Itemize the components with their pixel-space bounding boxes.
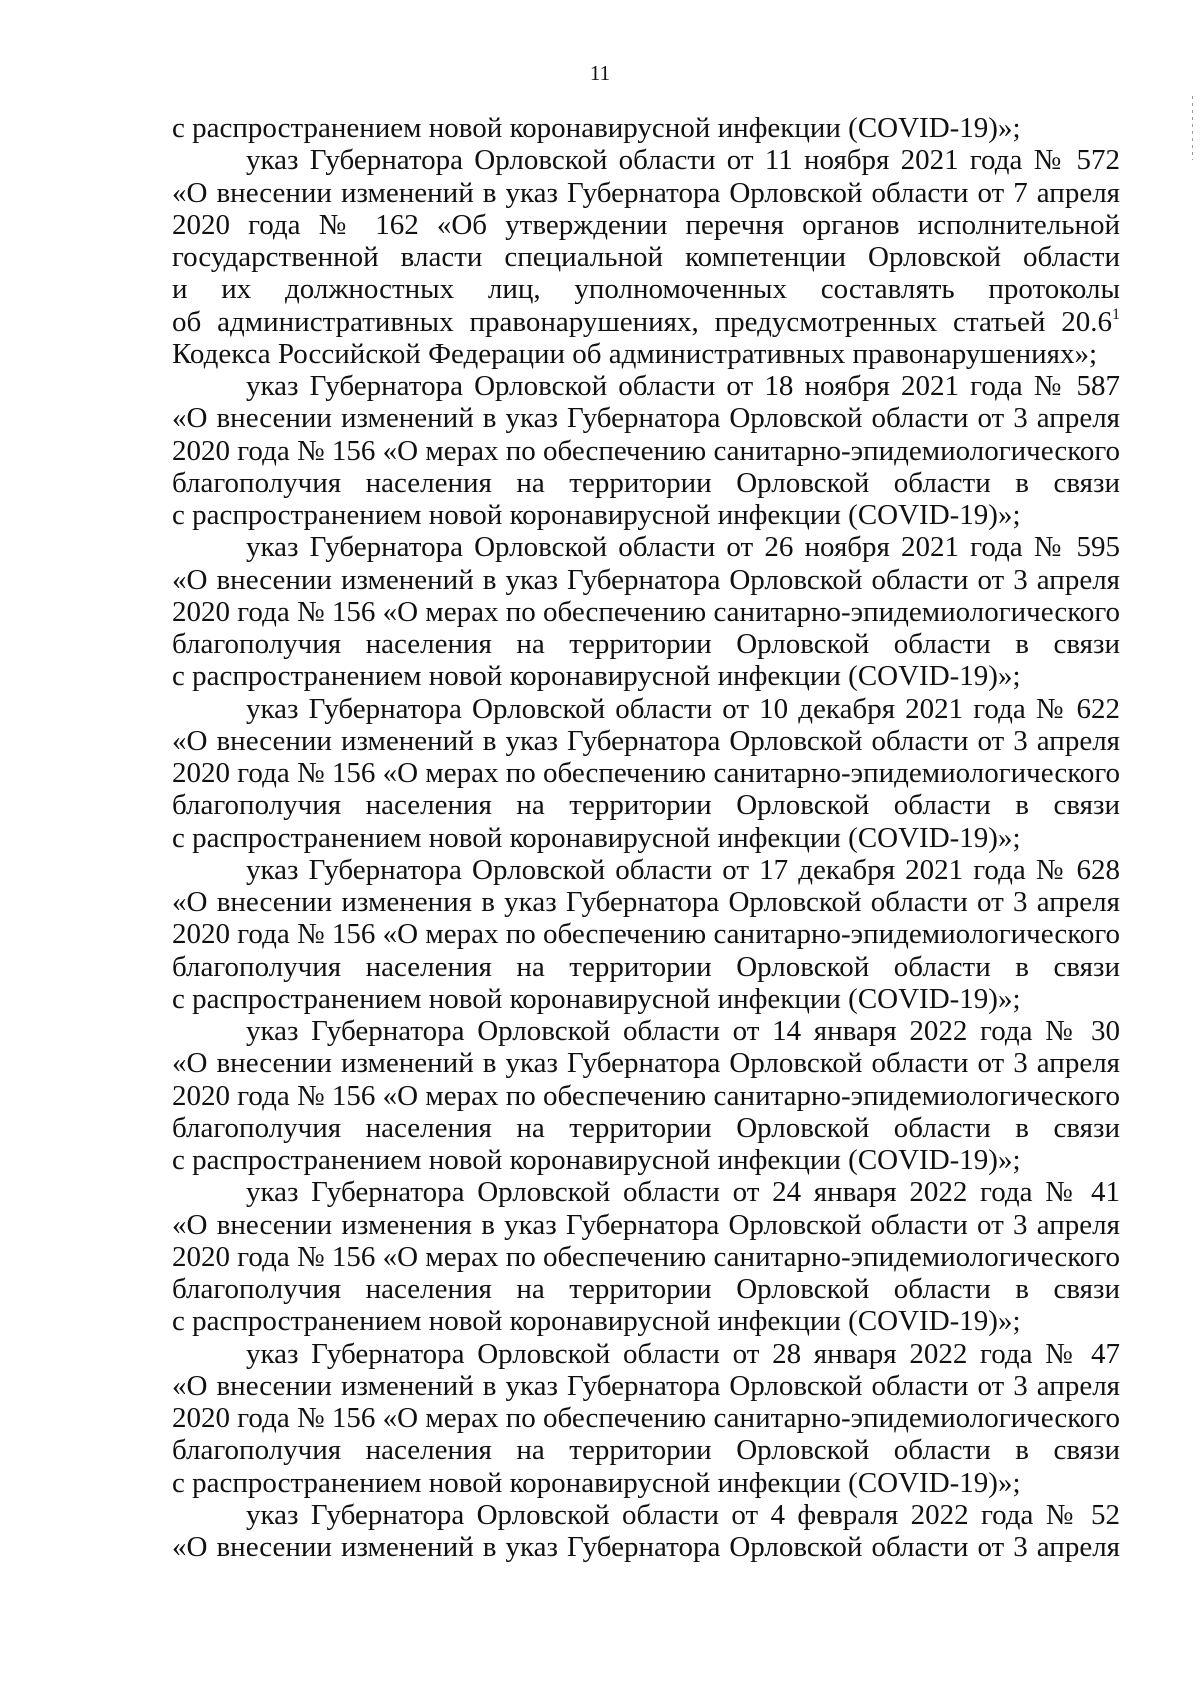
text-line: 2020 года № 156 «О мерах по обеспечению санитарно-эпидемиологического: [172, 1402, 1120, 1434]
text-line: «О внесении изменений в указ Губернатора Орловской области от 3 апреля: [172, 1369, 1120, 1402]
text-line: 2020 года № 156 «О мерах по обеспечению санитарно-эпидемиологического: [172, 757, 1120, 789]
text-line: указ Губернатора Орловской области от 28 января 2022 года № 47: [246, 1337, 1120, 1370]
text-line: 2020 года № 156 «О мерах по обеспечению санитарно-эпидемиологического: [172, 918, 1120, 951]
text-line: «О внесении изменений в указ Губернатора Орловской области от 3 апреля: [172, 1047, 1120, 1080]
margin-scan-mark: [1192, 96, 1193, 160]
text-line: «О внесении изменений в указ Губернатора Орловской области от 3 апреля: [172, 1531, 1120, 1563]
text-line: «О внесении изменений в указ Губернатора Орловской области от 3 апреля: [172, 724, 1120, 757]
text-line: благополучия населения на территории Орловской области в связи: [172, 1111, 1120, 1144]
text-line: «О внесении изменений в указ Губернатора Орловской области от 3 апреля: [172, 563, 1120, 596]
text-line: с распространением новой коронавирусной инфекции (COVID-19)»;: [172, 821, 1021, 854]
text-line: с распространением новой коронавирусной инфекции (COVID-19)»;: [172, 660, 1021, 693]
text-line: государственной власти специальной компетенции Орловской области: [172, 241, 1120, 273]
text-line: Кодекса Российской Федерации об административных правонарушениях»;: [172, 337, 1098, 370]
text-line: благополучия населения на территории Орловской области в связи: [172, 789, 1120, 822]
paragraph-decree-622: [172, 693, 1120, 854]
paragraph-decree-30: [172, 1015, 1120, 1176]
paragraph-decree-587: [172, 370, 1120, 531]
text-line: и их должностных лиц, уполномоченных составлять протоколы: [172, 273, 1120, 306]
text-line: 2020 года № 156 «О мерах по обеспечению санитарно-эпидемиологического: [172, 595, 1120, 628]
text-line: указ Губернатора Орловской области от 18 ноября 2021 года № 587: [246, 370, 1120, 402]
paragraph-decree-41: [172, 1176, 1120, 1337]
text-line: с распространением новой коронавирусной инфекции (COVID-19)»;: [172, 1144, 1021, 1176]
text-line: с распространением новой коронавирусной инфекции (COVID-19)»;: [172, 1466, 1021, 1499]
text-line: благополучия населения на территории Орловской области в связи: [172, 1434, 1120, 1467]
text-line-main: об административных правонарушениях, предусмотренных статьей 20.6: [172, 305, 1112, 338]
paragraph-decree-595: [172, 531, 1120, 692]
text-line: «О внесении изменений в указ Губернатора Орловской области от 7 апреля: [172, 176, 1120, 209]
document-body: [172, 112, 1120, 1563]
text-line: «О внесении изменения в указ Губернатора Орловской области от 3 апреля: [172, 886, 1120, 918]
text-line: с распространением новой коронавирусной инфекции (COVID-19)»;: [172, 112, 1021, 144]
paragraph-decree-52: [172, 1499, 1120, 1564]
text-line: указ Губернатора Орловской области от 17 декабря 2021 года № 628: [246, 853, 1120, 886]
paragraph-continuation: [172, 112, 1120, 144]
text-line: с распространением новой коронавирусной инфекции (COVID-19)»;: [172, 982, 1021, 1015]
paragraph-decree-572: [172, 144, 1120, 370]
page-number: 11: [589, 61, 611, 85]
text-line: указ Губернатора Орловской области от 14 января 2022 года № 30: [246, 1015, 1120, 1047]
text-line: 2020 года № 156 «О мерах по обеспечению санитарно-эпидемиологического: [172, 434, 1120, 467]
text-line: благополучия населения на территории Орловской области в связи: [172, 1273, 1120, 1305]
text-line: указ Губернатора Орловской области от 11 ноября 2021 года № 572: [246, 144, 1120, 177]
text-line: указ Губернатора Орловской области от 10 декабря 2021 года № 622: [246, 692, 1120, 725]
text-line: указ Губернатора Орловской области от 24 января 2022 года № 41: [246, 1176, 1120, 1209]
superscript-mark: 1: [1112, 305, 1120, 323]
text-line: благополучия населения на территории Орловской области в связи: [172, 466, 1120, 499]
text-line: указ Губернатора Орловской области от 26 ноября 2021 года № 595: [246, 531, 1120, 564]
paragraph-decree-628: [172, 854, 1120, 1015]
text-line: благополучия населения на территории Орловской области в связи: [172, 628, 1120, 660]
text-line: 2020 года № 156 «О мерах по обеспечению санитарно-эпидемиологического: [172, 1079, 1120, 1112]
text-line: 2020 года № 162 «Об утверждении перечня органов исполнительной: [172, 208, 1120, 241]
text-line: благополучия населения на территории Орловской области в связи: [172, 950, 1120, 983]
text-line: указ Губернатора Орловской области от 4 февраля 2022 года № 52: [246, 1498, 1120, 1531]
text-line: с распространением новой коронавирусной инфекции (COVID-19)»;: [172, 499, 1021, 531]
text-line: 2020 года № 156 «О мерах по обеспечению санитарно-эпидемиологического: [172, 1240, 1120, 1273]
paragraph-decree-47: [172, 1338, 1120, 1499]
text-line: с распространением новой коронавирусной инфекции (COVID-19)»;: [172, 1305, 1021, 1338]
text-line: «О внесении изменения в указ Губернатора Орловской области от 3 апреля: [172, 1208, 1120, 1241]
text-line-with-superscript: [172, 306, 1120, 338]
text-line: «О внесении изменений в указ Губернатора Орловской области от 3 апреля: [172, 402, 1120, 435]
